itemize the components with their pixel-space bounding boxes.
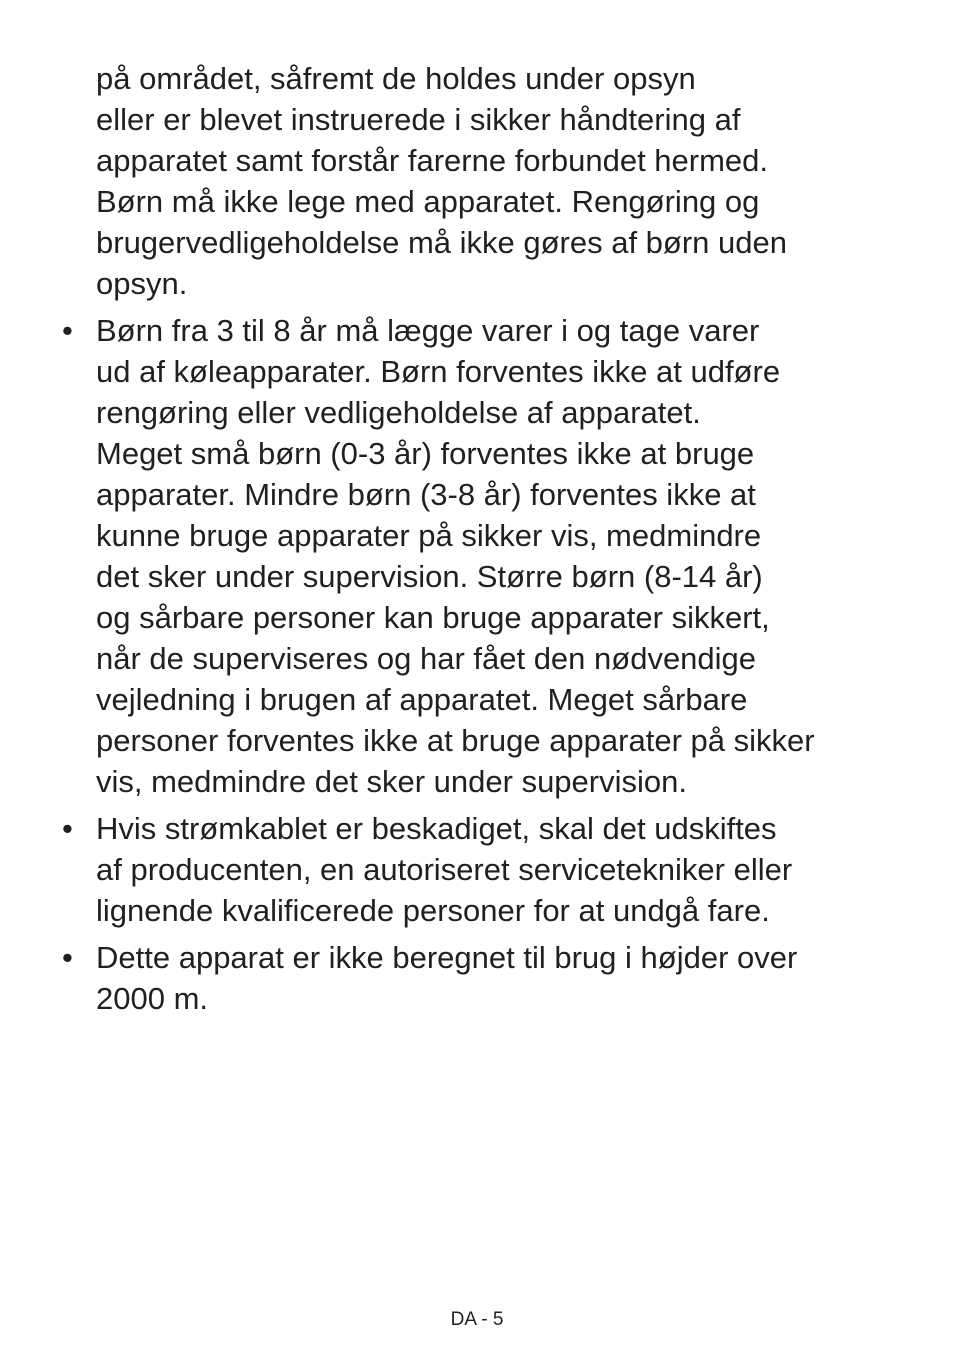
- bullet-item-altitude: [0, 937, 896, 1019]
- text-line: opsyn.: [96, 266, 188, 301]
- text-line: lignende kvalificerede personer for at undgå fare.: [96, 893, 770, 928]
- text-line: når de superviseres og har fået den nødvendige: [96, 641, 757, 676]
- text-line: af producenten, en autoriseret servicetekniker eller: [96, 852, 793, 887]
- page-content: [0, 58, 954, 1019]
- text-line: Børn fra 3 til 8 år må lægge varer i og tage varer: [96, 313, 760, 348]
- text-line: apparater. Mindre børn (3-8 år) forventes ikke at: [96, 477, 756, 512]
- text-line: personer forventes ikke at bruge apparater på sikker: [96, 723, 815, 758]
- text-line: og sårbare personer kan bruge apparater sikkert,: [96, 600, 770, 635]
- bullet-marker: •: [62, 313, 73, 348]
- text-line: vis, medmindre det sker under supervision.: [96, 764, 687, 799]
- continued-paragraph: [0, 58, 896, 304]
- text-line: Dette apparat er ikke beregnet til brug i højder over: [96, 940, 798, 975]
- bullet-item-power-cable: [0, 808, 896, 931]
- text-line: kunne bruge apparater på sikker vis, medmindre: [96, 518, 762, 553]
- text-line: 2000 m.: [96, 981, 209, 1016]
- text-line: Meget små børn (0-3 år) forventes ikke at bruge: [96, 436, 755, 471]
- text-line: ud af køleapparater. Børn forventes ikke at udføre: [96, 354, 781, 389]
- text-line: eller er blevet instruerede i sikker håndtering af: [96, 102, 741, 137]
- text-line: rengøring eller vedligeholdelse af apparatet.: [96, 395, 701, 430]
- bullet-item-children-use: [0, 310, 896, 802]
- text-line: Børn må ikke lege med apparatet. Rengøring og: [96, 184, 760, 219]
- bullet-marker: •: [62, 940, 73, 975]
- text-line: apparatet samt forstår farerne forbundet hermed.: [96, 143, 769, 178]
- text-line: vejledning i brugen af apparatet. Meget sårbare: [96, 682, 748, 717]
- bullet-marker: •: [62, 811, 73, 846]
- page-number: DA - 5: [450, 1309, 504, 1330]
- text-line: Hvis strømkablet er beskadiget, skal det udskiftes: [96, 811, 777, 846]
- text-line: brugervedligeholdelse må ikke gøres af børn uden: [96, 225, 787, 260]
- text-line: på området, såfremt de holdes under opsyn: [96, 61, 696, 96]
- text-line: det sker under supervision. Større børn (8-14 år): [96, 559, 763, 594]
